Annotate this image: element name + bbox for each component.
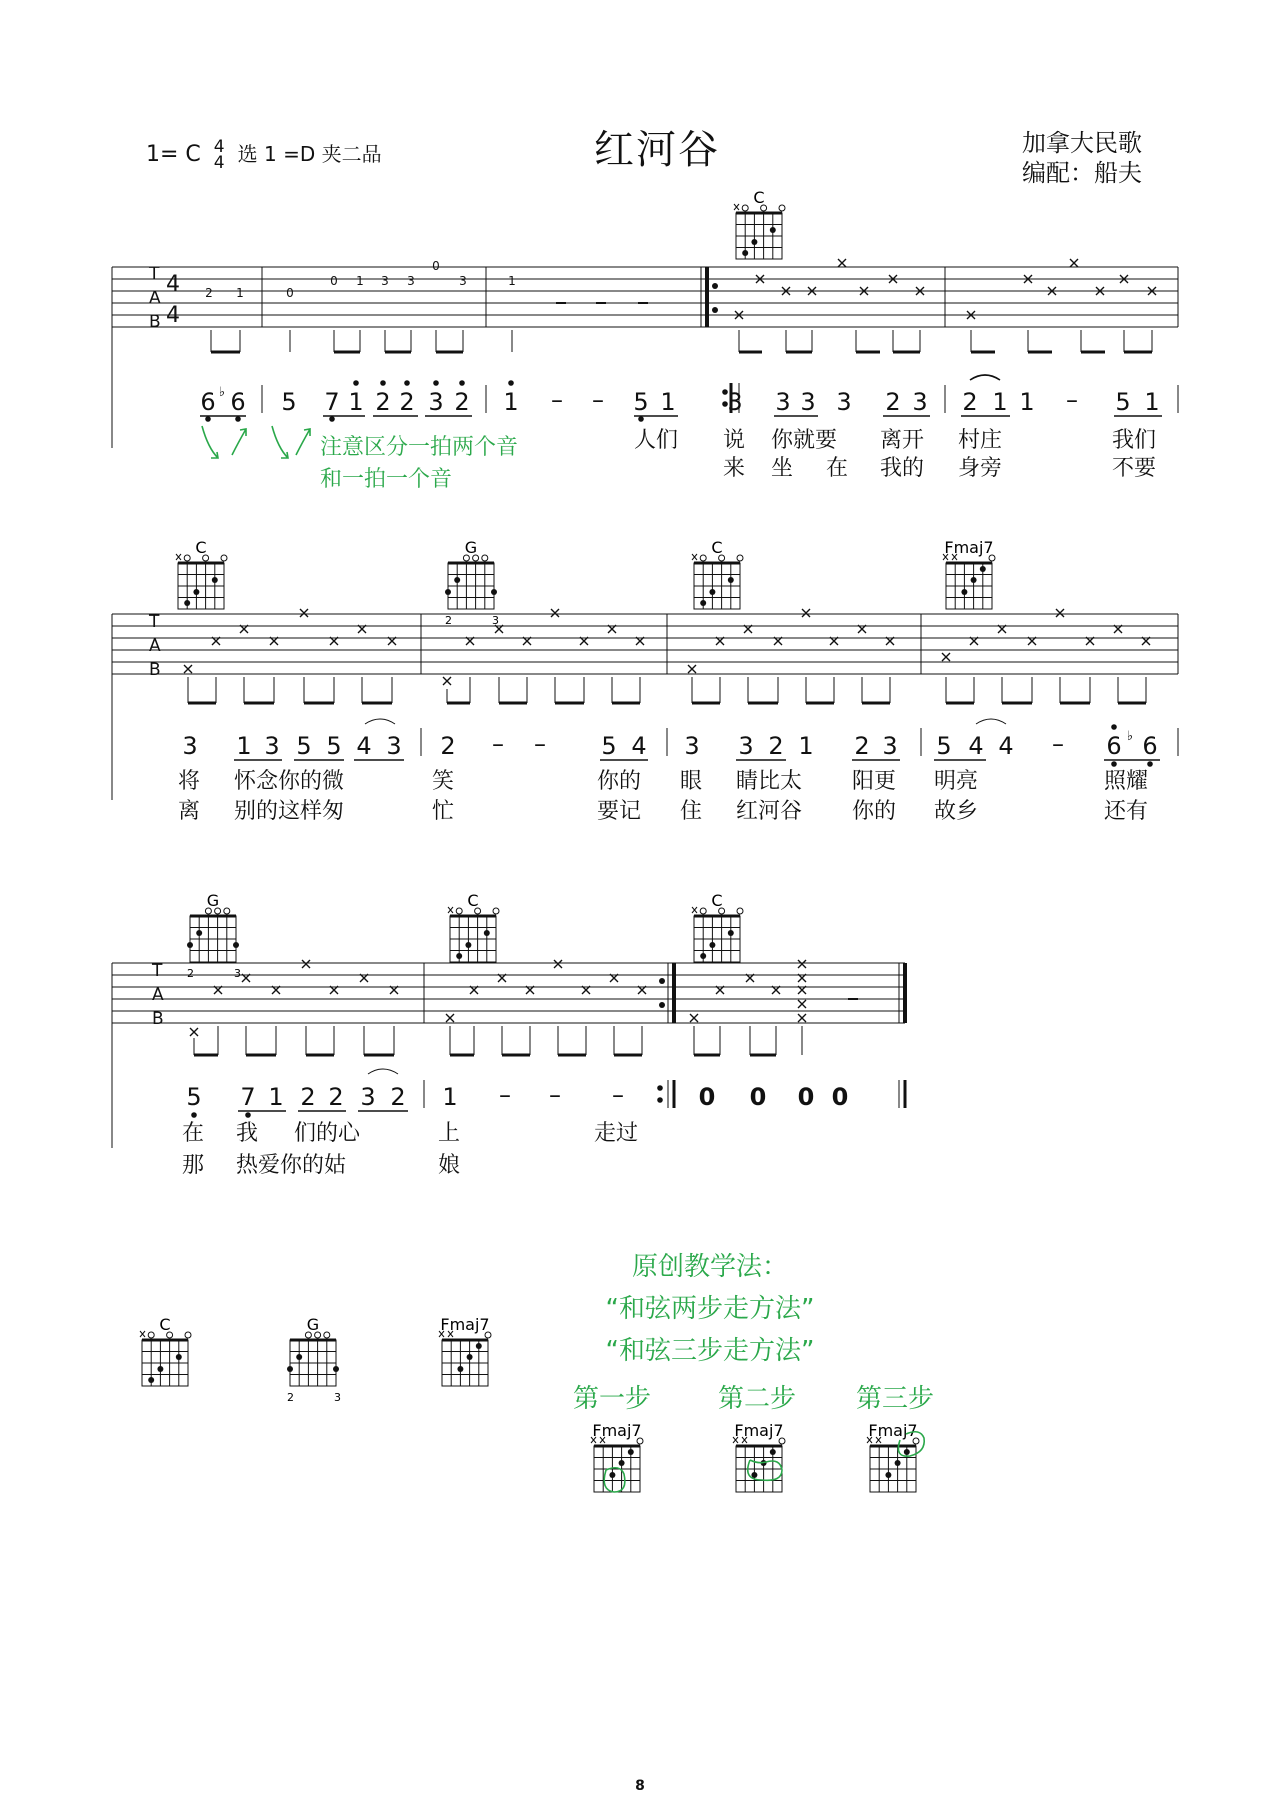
svg-text:–: – (612, 1081, 624, 1109)
chord-diagram-c-2 (176, 538, 227, 609)
lyrics-row-1 (634, 428, 1156, 481)
svg-text:–: – (1066, 386, 1078, 414)
svg-text:笑: 笑 (432, 769, 455, 794)
svg-text:别的这样匆: 别的这样匆 (234, 799, 345, 824)
practice-note: 注意区分一拍两个音 和一拍一个音 (320, 435, 519, 492)
svg-text:–: – (492, 730, 504, 758)
svg-text:2: 2 (399, 388, 415, 416)
svg-text:2: 2 (854, 732, 870, 760)
svg-text:5: 5 (936, 732, 952, 760)
notation-marks-1 (200, 375, 1162, 421)
svg-text:不要: 不要 (1112, 456, 1157, 481)
svg-text:B: B (149, 312, 161, 332)
svg-text:3: 3 (684, 732, 700, 760)
svg-text:2: 2 (440, 732, 456, 760)
svg-text:红河谷: 红河谷 (736, 799, 803, 824)
svg-text:眼: 眼 (680, 769, 703, 794)
time-signature: 4 4 (213, 137, 225, 173)
svg-text:1: 1 (508, 274, 516, 288)
svg-text:娘: 娘 (438, 1153, 461, 1178)
stems-3 (194, 1026, 802, 1055)
svg-text:离: 离 (178, 799, 201, 824)
svg-text:住: 住 (680, 799, 703, 824)
svg-text:5: 5 (296, 732, 312, 760)
notation-row-2 (182, 729, 1157, 760)
svg-text:你的: 你的 (852, 799, 897, 824)
svg-text:明亮: 明亮 (934, 769, 979, 794)
svg-text:T: T (149, 264, 160, 284)
step-one-label: 第一步 (573, 1384, 652, 1414)
origin: 加拿大民歌 (1022, 129, 1142, 157)
svg-text:5: 5 (1115, 388, 1131, 416)
notation-marks-2 (234, 725, 1178, 766)
svg-text:1: 1 (268, 1083, 284, 1111)
svg-text:3: 3 (459, 274, 467, 288)
svg-text:2: 2 (300, 1083, 316, 1111)
svg-text:3: 3 (264, 732, 280, 760)
svg-text:将: 将 (178, 769, 201, 794)
svg-text:7: 7 (324, 388, 340, 416)
svg-text:♭: ♭ (1126, 729, 1134, 744)
page-number: 8 (635, 1778, 645, 1794)
svg-text:1: 1 (442, 1083, 458, 1111)
svg-text:C: C (711, 891, 723, 910)
svg-text:G: G (206, 891, 220, 910)
tie-row-2b (976, 719, 1006, 724)
svg-text:Fmaj7: Fmaj7 (944, 538, 994, 557)
svg-text:2: 2 (390, 1083, 406, 1111)
svg-text:–: – (1052, 730, 1064, 758)
svg-text:Fmaj7: Fmaj7 (440, 1315, 490, 1334)
svg-text:2: 2 (445, 614, 452, 627)
svg-text:0: 0 (432, 259, 440, 273)
svg-text:6: 6 (1142, 732, 1158, 760)
svg-text:村庄: 村庄 (958, 428, 1003, 453)
svg-text:睛比太: 睛比太 (736, 769, 803, 794)
svg-text:C: C (195, 538, 207, 557)
svg-text:C: C (753, 188, 765, 207)
svg-text:还有: 还有 (1104, 799, 1149, 824)
svg-text:3: 3 (407, 274, 415, 288)
svg-text:–: – (499, 1081, 511, 1109)
svg-text:4: 4 (356, 732, 372, 760)
svg-text:4: 4 (166, 272, 180, 297)
svg-text:身旁: 身旁 (958, 456, 1003, 481)
svg-text:们的心: 们的心 (294, 1121, 361, 1146)
step-chord-2 (733, 1421, 785, 1492)
svg-text:你的: 你的 (597, 769, 642, 794)
svg-text:3: 3 (836, 388, 852, 416)
svg-text:7: 7 (240, 1083, 256, 1111)
svg-text:你就要: 你就要 (771, 428, 838, 453)
svg-text:1: 1 (348, 388, 364, 416)
svg-text:A: A (149, 636, 161, 656)
svg-text:B: B (152, 1009, 164, 1029)
svg-text:3: 3 (360, 1083, 376, 1111)
svg-text:上: 上 (438, 1121, 461, 1146)
svg-text:要记: 要记 (597, 799, 642, 824)
svg-text:1: 1 (1019, 388, 1035, 416)
svg-text:3: 3 (882, 732, 898, 760)
svg-text:1: 1 (1144, 388, 1160, 416)
stems-1 (211, 330, 1152, 352)
svg-text:2: 2 (768, 732, 784, 760)
step-chord-1 (591, 1421, 643, 1492)
svg-text:6: 6 (200, 388, 216, 416)
svg-text:说: 说 (723, 428, 746, 453)
svg-text:0: 0 (330, 274, 338, 288)
svg-text:3: 3 (428, 388, 444, 416)
svg-text:5: 5 (186, 1083, 202, 1111)
svg-text:我的: 我的 (880, 456, 925, 481)
svg-text:Fmaj7: Fmaj7 (592, 1421, 642, 1440)
svg-text:在: 在 (826, 456, 849, 481)
svg-text:照耀: 照耀 (1104, 769, 1149, 794)
notation-row-1 (200, 385, 1159, 416)
svg-text:3: 3 (727, 388, 743, 416)
repeat-dots-end (659, 978, 665, 1008)
svg-text:–: – (534, 730, 546, 758)
svg-text:3: 3 (381, 274, 389, 288)
svg-text:2: 2 (205, 286, 213, 300)
svg-text:0: 0 (698, 1083, 716, 1111)
svg-text:6: 6 (230, 388, 246, 416)
ref-chord-g (287, 1315, 341, 1404)
green-arrows (202, 426, 310, 458)
arranger: 编配：船夫 (1022, 159, 1142, 187)
song-title: 红河谷 (594, 127, 720, 173)
svg-text:5: 5 (281, 388, 297, 416)
stems-2 (188, 677, 1146, 703)
svg-text:1: 1 (236, 286, 244, 300)
svg-text:4: 4 (631, 732, 647, 760)
lyrics-row-3 (182, 1121, 638, 1178)
svg-text:5: 5 (633, 388, 649, 416)
chord-diagram-c-4 (448, 891, 499, 962)
svg-text:G: G (464, 538, 478, 557)
svg-text:我们: 我们 (1112, 428, 1157, 453)
svg-text:1: 1 (236, 732, 252, 760)
svg-text:Fmaj7: Fmaj7 (868, 1421, 918, 1440)
svg-text:在: 在 (182, 1121, 205, 1146)
svg-text:故乡: 故乡 (934, 799, 979, 824)
svg-text:我: 我 (236, 1121, 259, 1146)
chord-diagram-c (734, 188, 785, 259)
key-signature: 1= C 4 4 选 1 =D 夹二品 (146, 137, 382, 173)
svg-text:5: 5 (601, 732, 617, 760)
svg-text:1: 1 (503, 388, 519, 416)
svg-text:离开: 离开 (880, 428, 925, 453)
svg-text:热爱你的姑: 热爱你的姑 (236, 1153, 347, 1178)
svg-text:–: – (551, 386, 563, 414)
svg-text:4: 4 (166, 303, 180, 328)
svg-text:怀念你的微: 怀念你的微 (234, 769, 345, 794)
svg-text:1: 1 (660, 388, 676, 416)
svg-text:2: 2 (375, 388, 391, 416)
chord-diagram-fmaj7-2 (943, 538, 995, 609)
teaching-method: 原创教学法： “和弦两步走方法” “和弦三步走方法” (605, 1252, 815, 1366)
svg-text:0: 0 (286, 286, 294, 300)
svg-text:坐: 坐 (771, 456, 794, 481)
svg-text:阳更: 阳更 (852, 769, 897, 794)
svg-text:3: 3 (182, 732, 198, 760)
svg-text:B: B (149, 660, 161, 680)
tab-staff-1 (112, 267, 1178, 448)
svg-text:1: 1 (992, 388, 1008, 416)
svg-text:2: 2 (287, 1391, 294, 1404)
svg-text:3: 3 (800, 388, 816, 416)
svg-text:3: 3 (234, 967, 241, 980)
tie-row-2a (365, 719, 395, 724)
svg-text:0: 0 (749, 1083, 767, 1111)
svg-text:4: 4 (998, 732, 1014, 760)
svg-text:A: A (152, 985, 164, 1005)
svg-text:T: T (152, 961, 163, 981)
svg-text:–: – (549, 1081, 561, 1109)
svg-text:那: 那 (182, 1153, 205, 1178)
chord-diagram-c-3 (692, 538, 743, 609)
lyrics-row-2 (178, 769, 1148, 824)
tie-row-3 (368, 1069, 398, 1074)
svg-text:2: 2 (454, 388, 470, 416)
svg-text:3: 3 (738, 732, 754, 760)
svg-text:6: 6 (1106, 732, 1122, 760)
svg-text:1: 1 (356, 274, 364, 288)
svg-text:G: G (306, 1315, 320, 1334)
strum-marks-3 (190, 960, 806, 1036)
chord-diagram-g-3 (187, 891, 241, 980)
svg-text:0: 0 (797, 1083, 815, 1111)
svg-text:3: 3 (334, 1391, 341, 1404)
svg-text:T: T (149, 612, 160, 632)
notation-row-3 (186, 1081, 848, 1111)
svg-text:忙: 忙 (432, 799, 455, 824)
svg-text:C: C (711, 538, 723, 557)
chord-diagram-c-5 (692, 891, 743, 962)
svg-text:2: 2 (328, 1083, 344, 1111)
svg-text:3: 3 (492, 614, 499, 627)
svg-text:2: 2 (187, 967, 194, 980)
svg-text:A: A (149, 288, 161, 308)
svg-text:–: – (592, 386, 604, 414)
tab-clef-3 (151, 961, 164, 1029)
svg-text:♭: ♭ (218, 385, 226, 400)
svg-text:3: 3 (386, 732, 402, 760)
svg-text:人们: 人们 (634, 428, 679, 453)
capo-note: 选 1 =D 夹二品 (237, 142, 382, 166)
svg-text:2: 2 (885, 388, 901, 416)
svg-text:2: 2 (962, 388, 978, 416)
svg-text:走过: 走过 (594, 1121, 639, 1146)
svg-text:1: 1 (798, 732, 814, 760)
step-chord-3 (867, 1421, 924, 1492)
step-three-label: 第三步 (856, 1384, 935, 1414)
svg-text:C: C (159, 1315, 171, 1334)
repeat-dots-start (712, 283, 718, 313)
svg-text:C: C (467, 891, 479, 910)
svg-text:0: 0 (831, 1083, 849, 1111)
step-two-label: 第二步 (718, 1384, 797, 1414)
svg-text:5: 5 (326, 732, 342, 760)
ref-chord-fmaj7 (439, 1315, 491, 1386)
svg-text:4: 4 (968, 732, 984, 760)
tab-clef-2 (148, 612, 161, 680)
svg-text:3: 3 (912, 388, 928, 416)
tab-clef-1 (148, 264, 180, 332)
svg-text:Fmaj7: Fmaj7 (734, 1421, 784, 1440)
svg-text:来: 来 (723, 456, 746, 481)
ref-chord-c (140, 1315, 191, 1386)
svg-text:3: 3 (775, 388, 791, 416)
